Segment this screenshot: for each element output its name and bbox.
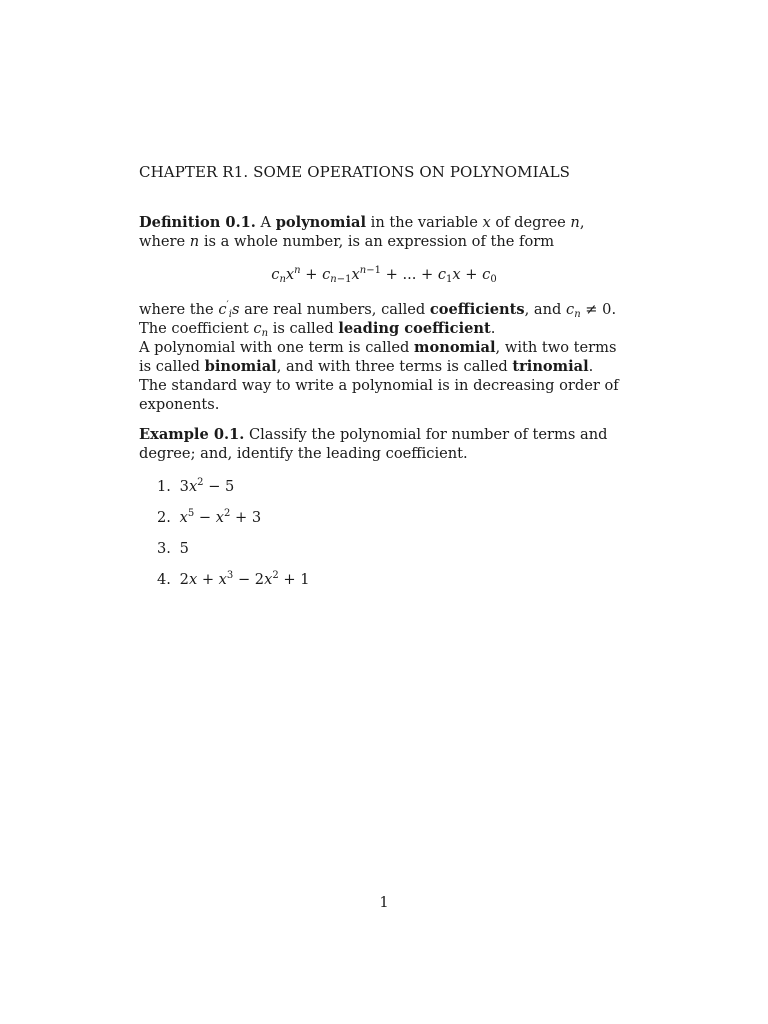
definition-text: A <box>260 214 272 231</box>
term-binomial: binomial <box>204 358 277 375</box>
definition-text: is called <box>272 320 334 337</box>
list-expression: $x^5 - x^2 + 3$ <box>179 508 262 526</box>
definition-text: , with two terms is called <box>139 339 617 375</box>
example-list <box>157 477 310 601</box>
definition-label: Definition 0.1. <box>139 214 256 231</box>
list-expression: $2x + x^3 - 2x^2 + 1$ <box>179 570 310 588</box>
definition-paragraph <box>139 213 629 251</box>
definition-text: where the <box>139 301 214 318</box>
list-number: 1. <box>157 478 171 495</box>
list-item <box>157 539 310 570</box>
polynomial-formula: $c_nx^n + c_{n-1}x^{n-1}$ + ... + $c_1x + c_0$ <box>271 265 497 285</box>
definition-text: . <box>588 358 594 375</box>
definition-text: , and <box>524 301 562 318</box>
term-trinomial: trinomial <box>512 358 589 375</box>
list-number: 3. <box>157 540 171 557</box>
math-cis: $c'_is$ <box>218 300 240 320</box>
term-leading-coefficient: leading coefficient <box>338 320 491 337</box>
definition-text: , where <box>139 214 585 250</box>
definition-text: . <box>490 320 496 337</box>
definition-text: . The coefficient <box>139 301 617 337</box>
list-item <box>157 477 310 508</box>
list-number: 4. <box>157 571 171 588</box>
term-monomial: monomial <box>414 339 496 356</box>
standard-form-sentence: The standard way to write a polynomial is in decreasing order of exponents. <box>139 377 619 413</box>
definition-text: , and with three terms is called <box>276 358 508 375</box>
page-number: 1 <box>379 894 389 911</box>
math-cn-neq-zero: $c_n \ne 0$ <box>566 301 612 320</box>
definition-text: of degree <box>495 214 566 231</box>
example-text: Classify the polynomial for number of terms and degree; and, identify the leading coefficient. <box>139 426 608 462</box>
list-expression: $3x^2 - 5$ <box>179 477 235 495</box>
chapter-title: CHAPTER R1. SOME OPERATIONS ON POLYNOMIALS <box>139 163 571 181</box>
list-item <box>157 570 310 601</box>
definition-text: A polynomial with one term is called <box>139 339 410 356</box>
math-cn: $c_n$ <box>253 320 269 339</box>
math-var: n <box>189 233 200 250</box>
definition-text: in the variable <box>370 214 478 231</box>
definition-text: is a whole number, is an expression of the form <box>203 233 555 250</box>
term-coefficients: coefficients <box>429 301 525 318</box>
math-var: x <box>482 214 491 231</box>
term-polynomial: polynomial <box>275 214 367 231</box>
definition-text: are real numbers, called <box>244 301 426 318</box>
math-var: n <box>570 214 580 231</box>
list-number: 2. <box>157 509 171 526</box>
example-label: Example 0.1. <box>139 426 245 443</box>
example-paragraph <box>139 425 629 463</box>
list-item <box>157 508 310 539</box>
definition-continuation <box>139 300 629 414</box>
list-expression: 5 <box>179 540 189 557</box>
